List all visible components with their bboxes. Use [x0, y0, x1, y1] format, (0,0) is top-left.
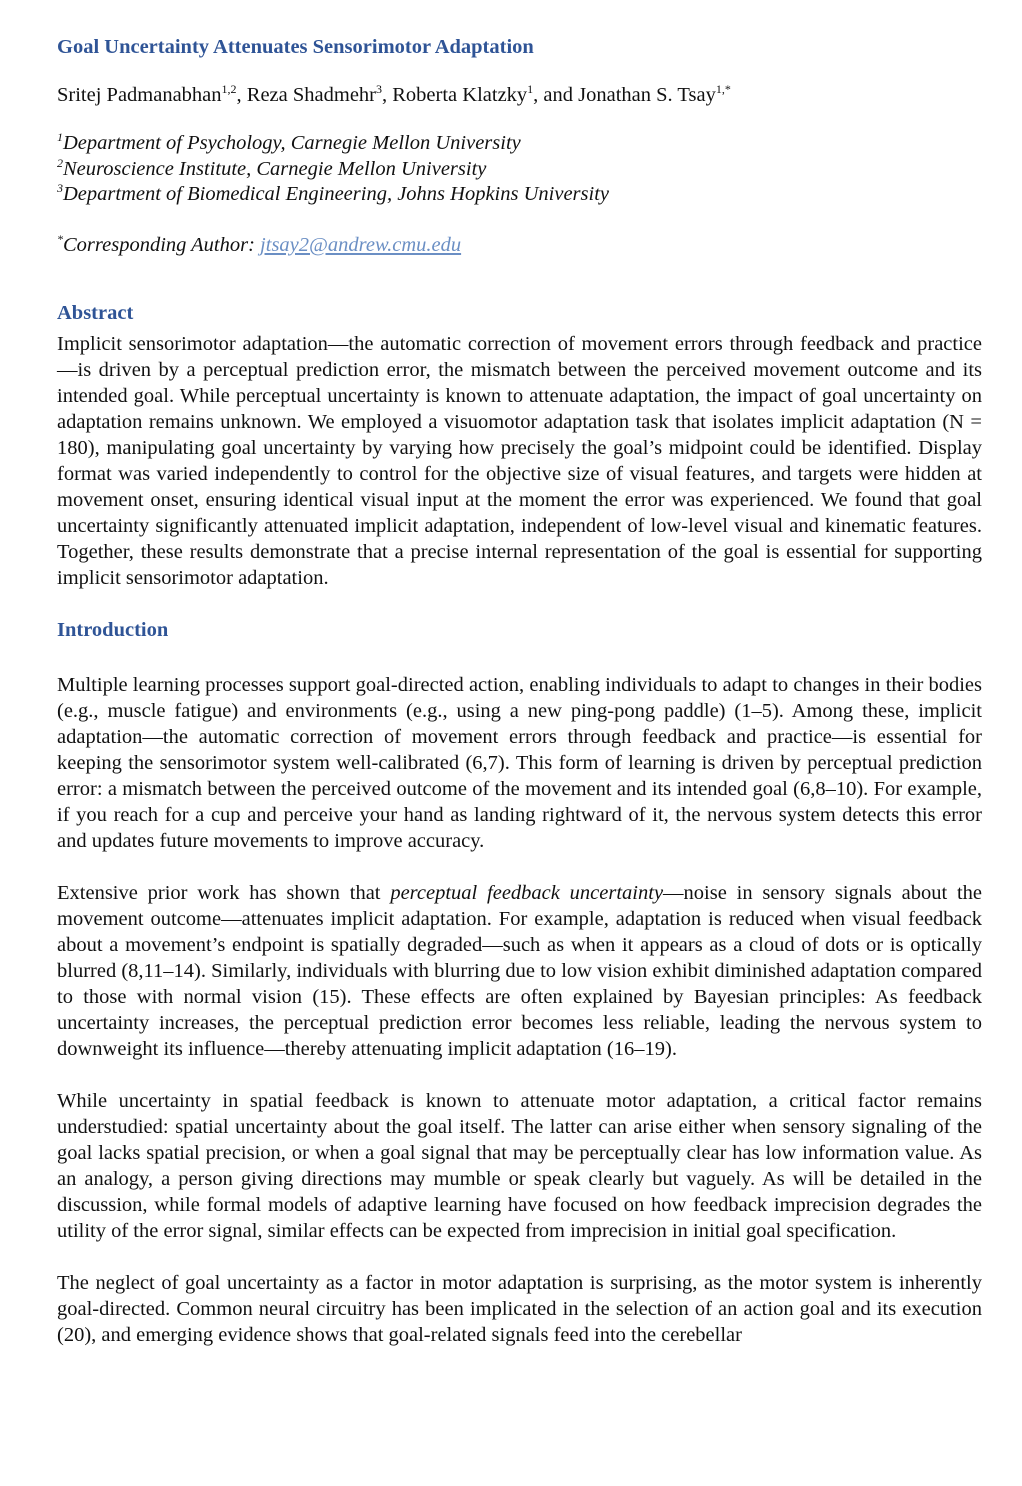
intro-paragraph-2 [57, 880, 982, 1062]
affiliation-sup: 1 [57, 130, 63, 145]
affiliation-list [57, 131, 982, 208]
author-affil-sup: 3 [376, 82, 382, 97]
author-name: Reza Shadmehr [246, 84, 376, 106]
affiliation-text: Department of Psychology, Carnegie Mellon University [63, 132, 521, 154]
intro-p2-emphasis: perceptual feedback uncertainty [390, 881, 664, 904]
author-separator: , [236, 84, 247, 106]
corresponding-email-link[interactable]: jtsay2@andrew.cmu.edu [260, 233, 462, 256]
intro-paragraph-3: While uncertainty in spatial feedback is known to attenuate motor adaptation, a critical factor remains understudied: spatial uncertainty about the goal itself. The latter can arise either when sensory signaling of the goal lacks spatial precision, or when a goal signal that may be perceptually clear has low information value. As an analogy, a person giving directions may mumble or speak clearly but vaguely. As will be detailed in the discussion, while formal models of adaptive learning have focused on how feedback imprecision degrades the utility of the error signal, similar effects can be expected from imprecision in initial goal specification. [57, 1089, 982, 1242]
intro-paragraph-4: The neglect of goal uncertainty as a factor in motor adaptation is surprising, as the motor system is inherently goal-directed. Common neural circuitry has been implicated in the selection of an action goal and its execution (20), and emerging evidence shows that goal-related signals feed into the cerebellar [57, 1271, 982, 1346]
introduction-heading: Introduction [57, 618, 169, 641]
author-separator: , and [533, 84, 579, 106]
corresponding-label: Corresponding Author: [63, 233, 261, 256]
affiliation-sup: 3 [57, 181, 63, 196]
corresponding-author [57, 232, 982, 258]
affiliation-item [57, 157, 982, 183]
author-affil-sup: 1,2 [221, 82, 237, 97]
intro-p2-lead: Extensive prior work has shown that [57, 881, 391, 904]
affiliation-text: Department of Biomedical Engineering, Johns Hopkins University [63, 183, 609, 205]
author-separator: , [382, 84, 393, 106]
author-name: Roberta Klatzky [392, 84, 528, 106]
abstract-paragraph: Implicit sensorimotor adaptation—the automatic correction of movement errors through feedback and practice—is driven by a perceptual prediction error, the mismatch between the perceived movement outcome and its intended goal. While perceptual uncertainty is known to attenuate adaptation, the impact of goal uncertainty on adaptation remains unknown. We employed a visuomotor adaptation task that isolates implicit adaptation (N = 180), manipulating goal uncertainty by varying how precisely the goal’s midpoint could be identified. Display format was varied independently to control for the objective size of visual features, and targets were hidden at movement onset, ensuring identical visual input at the moment the error was experienced. We found that goal uncertainty significantly attenuated implicit adaptation, independent of low-level visual and kinematic features. Together, these results demonstrate that a precise internal representation of the goal is essential for supporting implicit sensorimotor adaptation. [57, 332, 982, 589]
affiliation-item [57, 182, 982, 208]
intro-paragraph-1: Multiple learning processes support goal-directed action, enabling individuals to adapt to changes in their bodies (e.g., muscle fatigue) and environments (e.g., using a new ping-pong paddle) (1–5). Among these, implicit adaptation—the automatic correction of movement errors through feedback and practice—is essential for keeping the sensorimotor system well-calibrated (6,7). This form of learning is driven by perceptual prediction error: a mismatch between the perceived outcome of the movement and its intended goal (6,8–10). For example, if you reach for a cup and perceive your hand as landing rightward of it, the nervous system detects this error and updates future movements to improve accuracy. [57, 673, 982, 852]
author-list [57, 80, 982, 110]
affiliation-item [57, 131, 982, 157]
paper-title: Goal Uncertainty Attenuates Sensorimotor Adaptation [57, 36, 534, 58]
affiliation-text: Neuroscience Institute, Carnegie Mellon University [63, 157, 487, 180]
intro-p2-rest: —noise in sensory signals about the movement outcome—attenuates implicit adaptation. For example, adaptation is reduced when visual feedback about a movement’s endpoint is spatially degraded—such as when it appears as a cloud of dots or is optically blurred (8,11–14). Similarly, individuals with blurring due to low vision exhibit diminished adaptation compared to those with normal vision (15). These effects are often explained by Bayesian principles: As feedback uncertainty increases, the perceptual prediction error becomes less reliable, leading the nervous system to downweight its influence—thereby attenuating implicit adaptation (16–19). [57, 881, 982, 1060]
abstract-heading: Abstract [57, 301, 134, 324]
paper-page [57, 28, 982, 1348]
author-affil-sup: 1 [527, 82, 534, 97]
corresponding-sup: * [57, 231, 63, 246]
author-affil-sup: 1,* [715, 82, 731, 97]
author-name: Sritej Padmanabhan [57, 84, 222, 106]
affiliation-sup: 2 [57, 155, 63, 170]
author-name: Jonathan S. Tsay [578, 84, 716, 106]
